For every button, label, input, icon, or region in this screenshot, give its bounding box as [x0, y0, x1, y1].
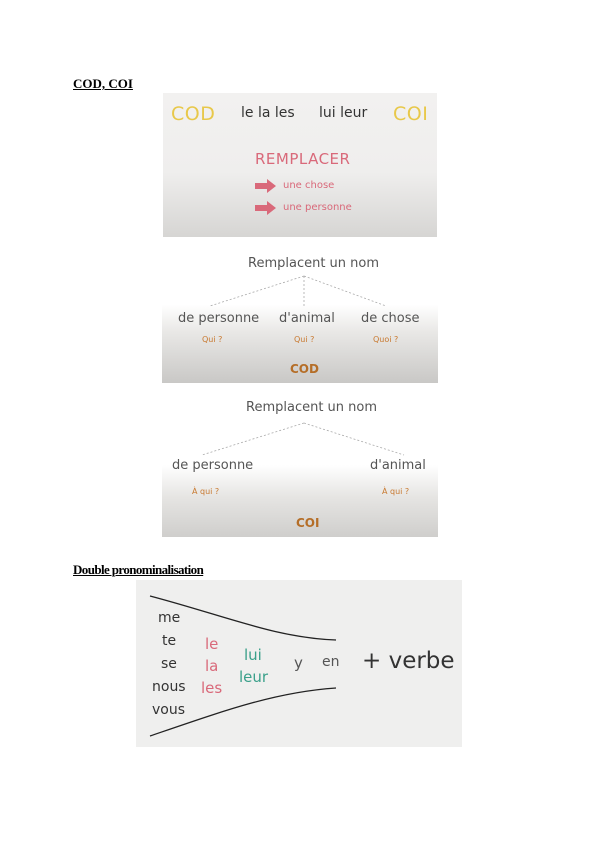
cod-pronouns: le la les	[241, 105, 295, 121]
panel-pronoun-order	[136, 580, 462, 747]
pronoun-me: me	[158, 610, 181, 626]
question-qui-2: Qui ?	[294, 335, 315, 344]
pronoun-te: te	[162, 633, 177, 649]
category-animal: d'animal	[370, 458, 426, 473]
pronoun-y: y	[294, 654, 303, 672]
item-une-chose: une chose	[283, 180, 335, 191]
item-une-personne: une personne	[283, 202, 352, 213]
section-heading-double-pronominalisation: Double pronominalisation	[73, 562, 204, 577]
pronoun-se: se	[161, 656, 177, 672]
panel-coi-tree	[162, 393, 438, 537]
question-quoi: Quoi ?	[373, 335, 399, 344]
pronoun-nous: nous	[152, 679, 186, 695]
tree-top-text: Remplacent un nom	[248, 256, 380, 271]
pronoun-lui: lui	[244, 646, 262, 664]
cod-label: COD	[171, 103, 216, 125]
arrows-graphic	[163, 93, 437, 237]
cod-bottom-label: COD	[290, 362, 319, 376]
question-a-qui-1: À qui ?	[192, 487, 220, 496]
question-a-qui-2: À qui ?	[382, 487, 410, 496]
panel-cod-tree	[162, 248, 438, 383]
category-animal: d'animal	[279, 311, 335, 326]
question-qui-1: Qui ?	[202, 335, 223, 344]
arrow-right-icon	[255, 179, 276, 193]
coi-label: COI	[393, 103, 429, 125]
remplacer-title: REMPLACER	[255, 150, 351, 168]
category-personne: de personne	[178, 311, 260, 326]
pronoun-vous: vous	[152, 702, 186, 718]
tree-top-text: Remplacent un nom	[246, 400, 378, 415]
section-heading-cod-coi: COD, COI	[73, 76, 133, 91]
arrow-right-icon	[255, 201, 276, 215]
plus-verbe: + verbe	[362, 648, 455, 674]
panel-remplacer	[163, 93, 437, 237]
pronoun-le: le	[205, 635, 219, 653]
pronoun-la: la	[205, 657, 219, 675]
pronoun-leur: leur	[239, 668, 269, 686]
category-chose: de chose	[361, 311, 420, 326]
pronoun-en: en	[322, 654, 340, 670]
pronoun-les: les	[201, 679, 223, 697]
coi-bottom-label: COI	[296, 516, 320, 530]
category-personne: de personne	[172, 458, 254, 473]
coi-pronouns: lui leur	[319, 105, 368, 121]
